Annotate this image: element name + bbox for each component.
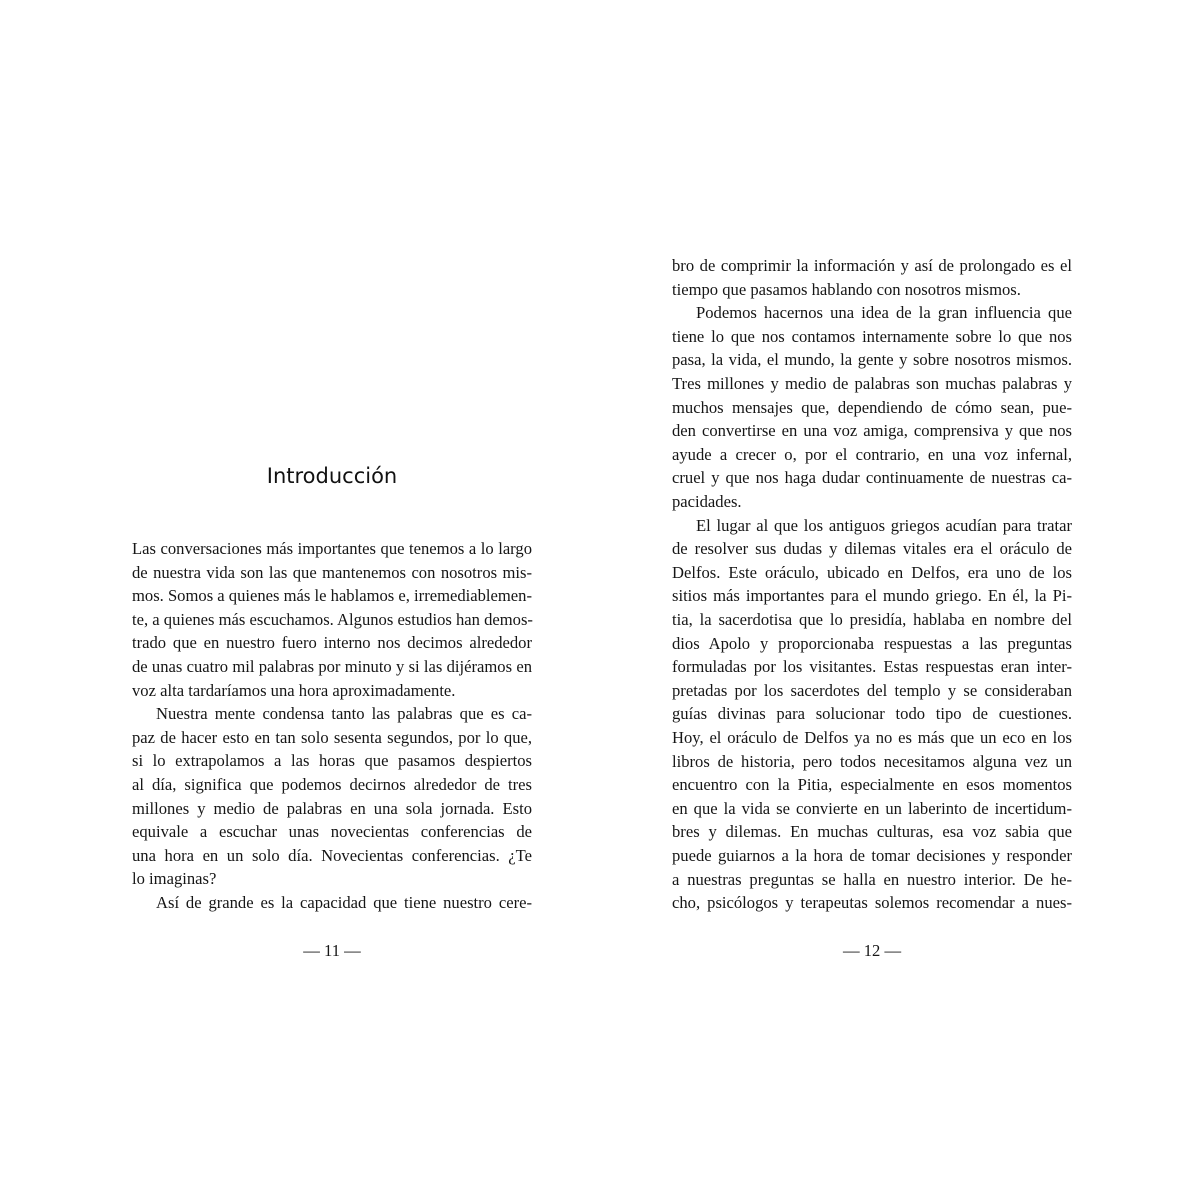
text-line: formuladas por los visitantes. Estas respuestas eran inter-	[672, 657, 1072, 677]
text-line: pasa, la vida, el mundo, la gente y sobre nosotros mismos.	[672, 350, 1072, 370]
text-line: millones y medio de palabras en una sola jornada. Esto	[132, 798, 532, 818]
text-line: tia, la sacerdotisa que lo presidía, hablaba en nombre del	[672, 610, 1072, 629]
text-line: ayude a crecer o, por el contrario, en una voz infernal,	[672, 444, 1072, 464]
text-line: una hora en un solo día. Novecientas conferencias. ¿Te	[132, 845, 532, 865]
text-line: voz alta tardaríamos una hora aproximadamente.	[132, 680, 456, 700]
text-line: cruel y que nos haga dudar continuamente de nuestras ca-	[672, 468, 1072, 488]
text-line: tiempo que pasamos hablando con nosotros mismos.	[672, 279, 1021, 299]
text-line: Hoy, el oráculo de Delfos ya no es más que un eco en los	[672, 728, 1072, 747]
text-line: te, a quienes más escuchamos. Algunos estudios han demos-	[132, 609, 533, 629]
text-line: El lugar al que los antiguos griegos acudían para tratar	[696, 515, 1072, 535]
text-line: pretadas por los sacerdotes del templo y se consideraban	[672, 680, 1072, 700]
text-line: pacidades.	[672, 492, 742, 511]
text-line: de unas cuatro mil palabras por minuto y si las dijéramos en	[132, 657, 532, 676]
left-page	[132, 0, 532, 1200]
text-line: encuentro con la Pitia, especialmente en esos momentos	[672, 775, 1072, 795]
text-line: guías divinas para solucionar todo tipo de cuestiones.	[672, 704, 1072, 724]
text-line: puede guiarnos a la hora de tomar decisiones y responder	[672, 846, 1072, 865]
text-line: dios Apolo y proporcionaba respuestas a las preguntas	[672, 633, 1072, 653]
text-line: a nuestras preguntas se halla en nuestro interior. De he-	[672, 869, 1072, 889]
text-line: bro de comprimir la información y así de prolongado es el	[672, 256, 1072, 275]
text-line: Delfos. Este oráculo, ubicado en Delfos, era uno de los	[672, 562, 1072, 582]
text-line: cho, psicólogos y terapeutas solemos recomendar a nues-	[672, 893, 1072, 913]
text-line: den convertirse en una voz amiga, comprensiva y que nos	[672, 421, 1072, 441]
text-line: trado que en nuestro fuero interno nos decimos alrededor	[132, 633, 532, 653]
text-line: Tres millones y medio de palabras son muchas palabras y	[672, 374, 1072, 393]
text-line: Podemos hacernos una idea de la gran influencia que	[696, 303, 1072, 323]
page-number-left: — 11 —	[303, 941, 361, 960]
text-line: de nuestra vida son las que mantenemos con nosotros mis-	[132, 562, 532, 582]
right-page	[672, 0, 1072, 1200]
text-line: Las conversaciones más importantes que tenemos a lo largo	[132, 539, 532, 558]
text-line: Nuestra mente condensa tanto las palabras que es ca-	[156, 704, 532, 724]
text-line: equivale a escuchar unas novecientas conferencias de	[132, 822, 532, 842]
text-line: paz de hacer esto en tan solo sesenta segundos, por lo que,	[132, 727, 532, 747]
text-line: si lo extrapolamos a las horas que pasamos despiertos	[132, 751, 532, 771]
chapter-title: Introducción	[266, 464, 398, 488]
text-line: sitios más importantes para el mundo griego. En él, la Pi-	[672, 586, 1072, 606]
text-line: muchos mensajes que, dependiendo de cómo sean, pue-	[672, 397, 1072, 417]
text-line: mos. Somos a quienes más le hablamos e, irremediablemen-	[132, 586, 532, 606]
text-line: de resolver sus dudas y dilemas vitales era el oráculo de	[672, 539, 1072, 559]
text-line: al día, significa que podemos decirnos alrededor de tres	[132, 775, 532, 794]
text-line: lo imaginas?	[132, 869, 217, 889]
text-line: en que la vida se convierte en un laberinto de incertidum-	[672, 798, 1072, 818]
page-number-right: — 12 —	[842, 941, 902, 960]
text-line: Así de grande es la capacidad que tiene nuestro cere-	[156, 893, 532, 912]
text-line: libros de historia, pero todos necesitamos alguna vez un	[672, 751, 1072, 771]
text-line: tiene lo que nos contamos internamente sobre lo que nos	[672, 326, 1072, 346]
text-line: bres y dilemas. En muchas culturas, esa voz sabia que	[672, 822, 1072, 842]
